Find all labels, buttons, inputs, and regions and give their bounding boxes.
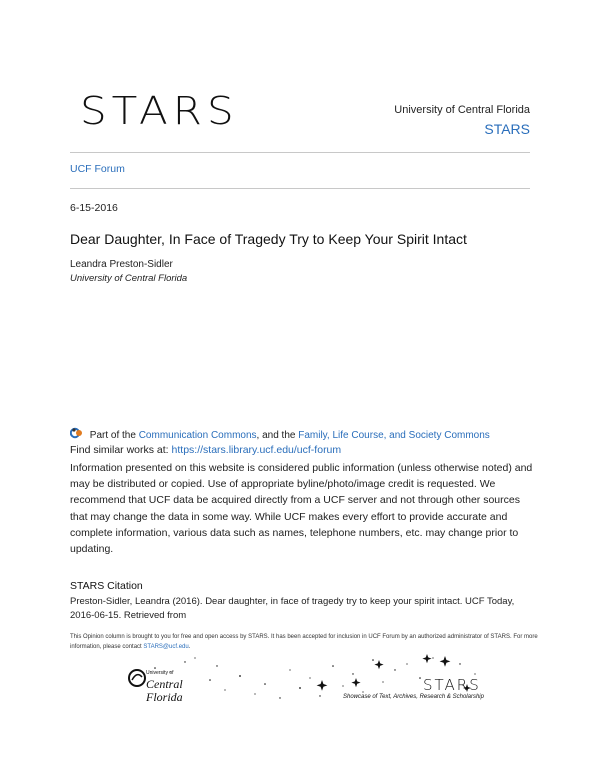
article-title: Dear Daughter, In Face of Tragedy Try to Keep Your Spirit Intact [70, 231, 467, 247]
header-divider [70, 152, 530, 153]
fine-print [70, 632, 540, 652]
repository-link[interactable]: STARS [484, 121, 530, 137]
ucf-logo-florida: Florida [146, 690, 183, 704]
footer-tagline: Showcase of Text, Archives, Research & Scholarship [343, 694, 484, 700]
series-link[interactable]: UCF Forum [70, 163, 125, 175]
find-similar-link[interactable]: https://stars.library.ucf.edu/ucf-forum [171, 444, 342, 456]
part-of-line [70, 427, 490, 441]
network-commons-icon [70, 427, 84, 439]
family-commons-link[interactable]: Family, Life Course, and Society Commons [298, 430, 490, 441]
fine-print-suffix: . [188, 644, 191, 650]
publication-date: 6-15-2016 [70, 202, 118, 214]
find-similar-line [70, 444, 341, 456]
contact-email-link[interactable]: STARS@ucf.edu [143, 644, 189, 650]
find-similar-label: Find similar works at: [70, 444, 172, 456]
part-of-prefix: Part of the [89, 430, 139, 441]
part-of-middle: , and the [256, 430, 299, 441]
ucf-logo-small-text: University of [146, 670, 174, 676]
citation-text: Preston-Sidler, Leandra (2016). Dear daughter, in face of tragedy try to keep your spirit intact. UCF Today, 2016-06-15. Retrieved from [70, 596, 515, 621]
author-affiliation: University of Central Florida [70, 273, 188, 284]
communication-commons-link[interactable]: Communication Commons [138, 430, 257, 441]
fine-print-text: This Opinion column is brought to you for free and open access by STARS. It has been accepted for inclusion in UCF Forum by an authorized administrator of STARS. For more information, please contact [70, 634, 538, 650]
series-divider [70, 188, 530, 189]
info-paragraph: Information presented on this website is considered public information (unless otherwise noted) and may be distributed or copied. Use of appropriate byline/photo/image credit is requested. We recommend that UCF data be acquired directly from a UCF server and not through other sources that may change the data in some way. While UCF makes every effort to provide accurate and complete information, various data such as names, telephone numbers, etc. may change prior to updating. [70, 462, 533, 556]
citation-heading: STARS Citation [70, 580, 143, 592]
footer-stars-logo: STARS [423, 676, 481, 694]
ucf-pegasus-icon [127, 668, 147, 688]
author-name: Leandra Preston-Sidler [70, 259, 173, 270]
ucf-logo-central: Central [146, 677, 183, 691]
institution-name: University of Central Florida [394, 104, 530, 116]
stars-logo: STARS [80, 87, 239, 134]
